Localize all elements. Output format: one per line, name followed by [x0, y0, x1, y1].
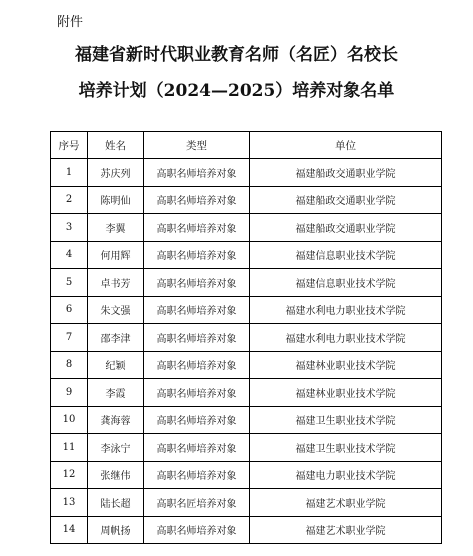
cell-unit: 福建林业职业技术学院 [250, 379, 442, 407]
table-row [51, 489, 442, 517]
cell-number: 9 [51, 379, 88, 407]
cell-unit: 福建信息职业技术学院 [250, 241, 442, 269]
cell-name: 苏庆列 [88, 159, 144, 187]
cell-number: 3 [51, 214, 88, 242]
cell-unit: 福建卫生职业技术学院 [250, 434, 442, 462]
cell-number: 7 [51, 324, 88, 352]
cell-unit: 福建船政交通职业学院 [250, 159, 442, 187]
cell-name: 卓书芳 [88, 269, 144, 297]
cell-name: 纪颖 [88, 351, 144, 379]
cell-number: 12 [51, 461, 88, 489]
cell-name: 陈明仙 [88, 186, 144, 214]
cell-type: 高职名师培养对象 [144, 351, 250, 379]
cell-name: 周帆扬 [88, 516, 144, 544]
cell-name: 龚海蓉 [88, 406, 144, 434]
table-row [51, 296, 442, 324]
cell-unit: 福建林业职业技术学院 [250, 351, 442, 379]
cell-type: 高职名师培养对象 [144, 159, 250, 187]
cell-type: 高职名师培养对象 [144, 516, 250, 544]
cell-type: 高职名师培养对象 [144, 269, 250, 297]
table-row [51, 241, 442, 269]
cell-number: 14 [51, 516, 88, 544]
cell-number: 11 [51, 434, 88, 462]
cell-number: 5 [51, 269, 88, 297]
table-row [51, 159, 442, 187]
cell-name: 李霞 [88, 379, 144, 407]
cell-name: 张继伟 [88, 461, 144, 489]
cell-name: 邵李津 [88, 324, 144, 352]
cell-name: 朱文强 [88, 296, 144, 324]
cell-unit: 福建水利电力职业技术学院 [250, 296, 442, 324]
table-row [51, 269, 442, 297]
cell-number: 10 [51, 406, 88, 434]
cell-type: 高职名师培养对象 [144, 406, 250, 434]
attachment-label: 附件 [57, 15, 84, 30]
cell-type: 高职名师培养对象 [144, 296, 250, 324]
table-row [51, 324, 442, 352]
document-title-line-1: 福建省新时代职业教育名师（名匠）名校长 [75, 45, 398, 65]
cell-type: 高职名师培养对象 [144, 461, 250, 489]
table-header-row [51, 132, 442, 159]
table-row [51, 214, 442, 242]
table-row [51, 516, 442, 544]
cell-number: 2 [51, 186, 88, 214]
table-row [51, 351, 442, 379]
document-title-line-2: 培养计划（2024—2025）培养对象名单 [78, 81, 395, 101]
cell-unit: 福建船政交通职业学院 [250, 186, 442, 214]
cell-number: 1 [51, 159, 88, 187]
cell-type: 高职名师培养对象 [144, 434, 250, 462]
trainee-list-table [50, 131, 442, 544]
cell-unit: 福建卫生职业技术学院 [250, 406, 442, 434]
cell-unit: 福建信息职业技术学院 [250, 269, 442, 297]
cell-unit: 福建艺术职业学院 [250, 516, 442, 544]
cell-name: 李翼 [88, 214, 144, 242]
cell-type: 高职名匠培养对象 [144, 489, 250, 517]
table-row [51, 434, 442, 462]
cell-type: 高职名师培养对象 [144, 324, 250, 352]
column-header-unit: 单位 [250, 132, 442, 159]
cell-name: 何用辉 [88, 241, 144, 269]
table-row [51, 379, 442, 407]
table-row [51, 461, 442, 489]
column-header-number: 序号 [51, 132, 88, 159]
cell-type: 高职名师培养对象 [144, 379, 250, 407]
cell-number: 8 [51, 351, 88, 379]
cell-unit: 福建电力职业技术学院 [250, 461, 442, 489]
table-row [51, 406, 442, 434]
column-header-type: 类型 [144, 132, 250, 159]
cell-unit: 福建艺术职业学院 [250, 489, 442, 517]
cell-number: 13 [51, 489, 88, 517]
column-header-name: 姓名 [88, 132, 144, 159]
cell-number: 4 [51, 241, 88, 269]
cell-name: 陆长超 [88, 489, 144, 517]
table-row [51, 186, 442, 214]
cell-type: 高职名师培养对象 [144, 214, 250, 242]
cell-name: 李泳宁 [88, 434, 144, 462]
cell-type: 高职名师培养对象 [144, 186, 250, 214]
table-body [51, 159, 442, 544]
cell-unit: 福建水利电力职业技术学院 [250, 324, 442, 352]
cell-unit: 福建船政交通职业学院 [250, 214, 442, 242]
cell-number: 6 [51, 296, 88, 324]
cell-type: 高职名师培养对象 [144, 241, 250, 269]
